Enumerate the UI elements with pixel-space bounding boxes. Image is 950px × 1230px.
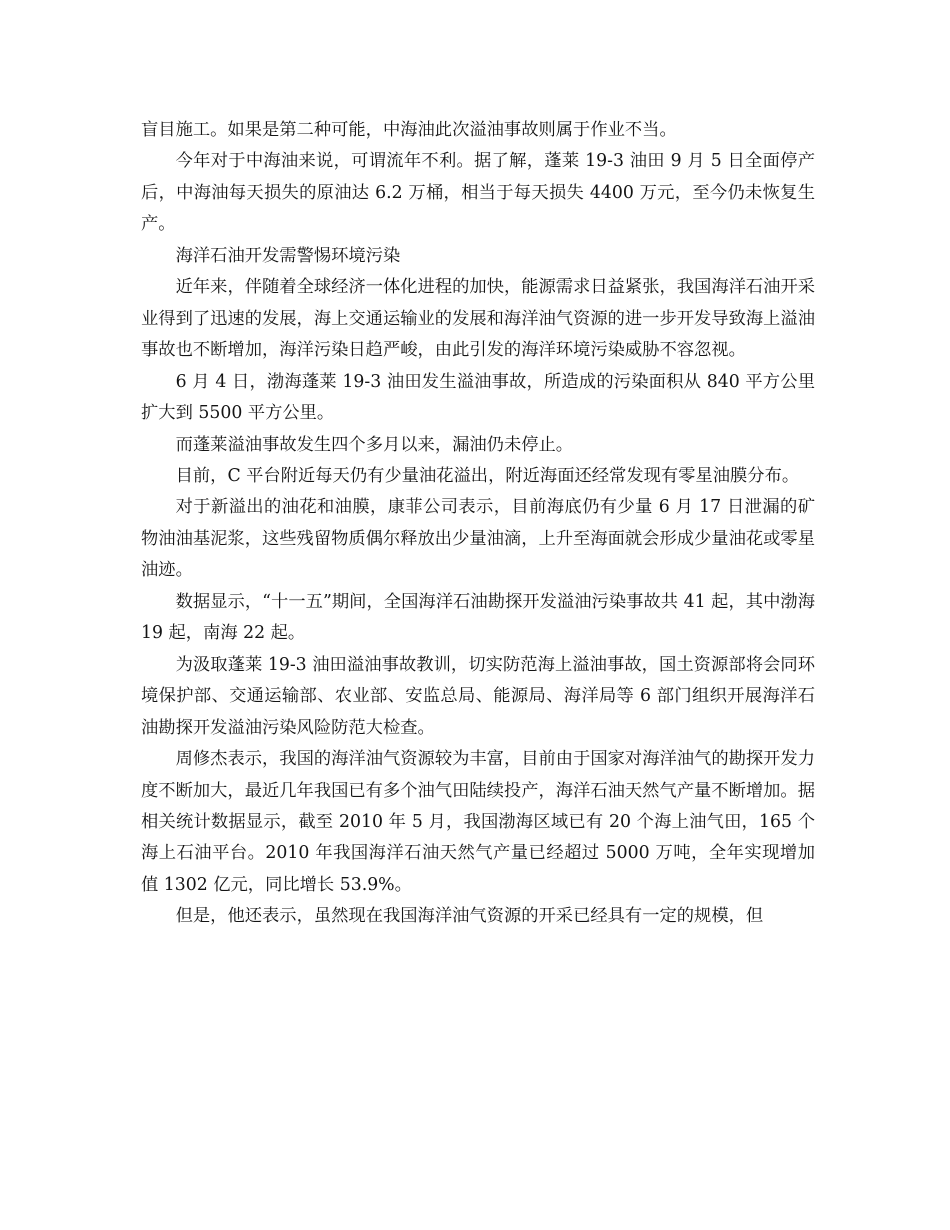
- paragraph: 6 月 4 日，渤海蓬莱 19-3 油田发生溢油事故，所造成的污染面积从 840 平方公里扩大到 5500 平方公里。: [141, 371, 815, 424]
- paragraph: 数据显示，“十一五”期间，全国海洋石油勘探开发溢油污染事故共 41 起，其中渤海 19 起，南海 22 起。: [141, 591, 815, 644]
- paragraph: 而蓬莱溢油事故发生四个多月以来，漏油仍未停止。: [175, 434, 574, 455]
- section-heading: 海洋石油开发需警惕环境污染: [175, 245, 401, 266]
- paragraph-continuation: 盲目施工。如果是第二种可能，中海油此次溢油事故则属于作业不当。: [141, 120, 677, 140]
- paragraph: 但是，他还表示，虽然现在我国海洋油气资源的开采已经具有一定的规模，但: [175, 906, 764, 927]
- article-body: [141, 115, 815, 933]
- paragraph: 为汲取蓬莱 19-3 油田溢油事故教训，切实防范海上溢油事故，国土资源部将会同环境保护部、交通运输部、农业部、安监总局、能源局、海洋局等 6 部门组织开展海洋石油勘探开发溢油污染风险防范大检查。: [141, 654, 815, 738]
- paragraph: 目前，C 平台附近每天仍有少量油花溢出，附近海面还经常发现有零星油膜分布。: [175, 465, 800, 486]
- paragraph: 周修杰表示，我国的海洋油气资源较为丰富，目前由于国家对海洋油气的勘探开发力度不断加大，最近几年我国已有多个油气田陆续投产，海洋石油天然气产量不断增加。据相关统计数据显示，截至 2010 年 5 月，我国渤海区域已有 20 个海上油气田，165 个海上石油平台。2010 年我国海洋石油天然气产量已经超过 5000 万吨，全年实现增加值 1302 亿元，同比增长 53.9%。: [141, 749, 816, 895]
- paragraph: 今年对于中海油来说，可谓流年不利。据了解，蓬莱 19-3 油田 9 月 5 日全面停产后，中海油每天损失的原油达 6.2 万桶，相当于每天损失 4400 万元，至今仍未恢复生产。: [141, 151, 815, 235]
- paragraph: 对于新溢出的油花和油膜，康菲公司表示，目前海底仍有少量 6 月 17 日泄漏的矿物油油基泥浆，这些残留物质偶尔释放出少量油滴，上升至海面就会形成少量油花或零星油迹。: [141, 497, 815, 581]
- paragraph: 近年来，伴随着全球经济一体化进程的加快，能源需求日益紧张，我国海洋石油开采业得到了迅速的发展，海上交通运输业的发展和海洋油气资源的进一步开发导致海上溢油事故也不断增加，海洋污染日趋严峻，由此引发的海洋环境污染威胁不容忽视。: [141, 277, 816, 361]
